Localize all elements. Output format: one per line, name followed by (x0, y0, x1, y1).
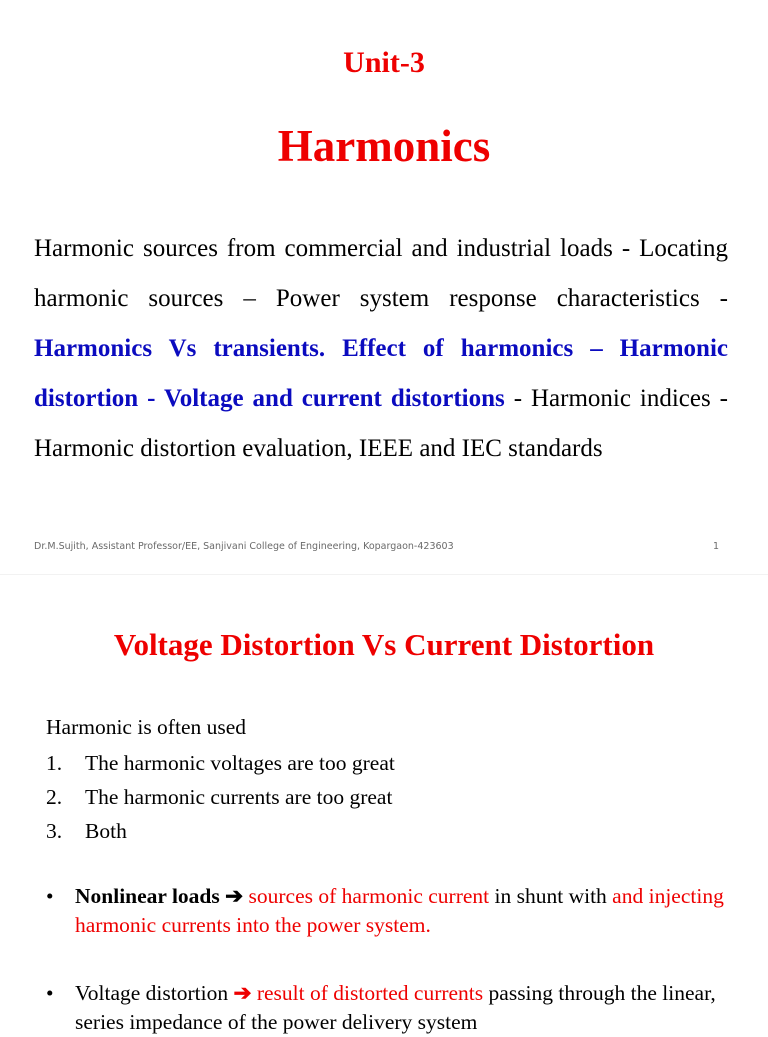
highlight-text: and injecting harmonic currents into the power system. (75, 884, 724, 937)
syllabus-text-highlight: Harmonics Vs transients. Effect of harmonics – Harmonic distortion - Voltage and current distortions (34, 335, 728, 412)
slide-title: Voltage Distortion Vs Current Distortion (113, 627, 655, 662)
syllabus-text-plain: Harmonic sources from commercial and industrial loads - Locating harmonic sources – Power system response characteristics - (34, 235, 728, 312)
list-item (46, 780, 395, 814)
plain-text: in shunt with (489, 884, 613, 908)
list-number: 3. (46, 819, 63, 843)
bullet-lead: Voltage distortion (75, 981, 234, 1005)
slide-footer: Dr.M.Sujith, Assistant Professor/EE, Sanjivani College of Engineering, Kopargaon-423603 (34, 541, 454, 552)
plain-text: passing through the linear, series impedance of the power delivery system (75, 981, 716, 1034)
bullet-dot-icon: • (46, 884, 54, 908)
list-number: 2. (46, 785, 63, 809)
arrow-right-icon: ➔ (225, 884, 244, 908)
arrow-right-icon: ➔ (233, 981, 252, 1005)
list-item (46, 814, 395, 848)
bullet-nonlinear-loads (46, 882, 726, 940)
list-text: The harmonic voltages are too great (85, 751, 395, 775)
bullet-text (75, 882, 726, 940)
list-text: Both (85, 819, 127, 843)
syllabus-paragraph (34, 224, 728, 474)
bullet-voltage-distortion (46, 979, 726, 1037)
syllabus-text-rest: - Harmonic indices - Harmonic distortion evaluation, IEEE and IEC standards (34, 385, 729, 462)
highlight-text: sources of harmonic current (248, 884, 490, 908)
intro-text: Harmonic is often used (46, 715, 247, 739)
slide-title: Harmonics (277, 121, 491, 171)
numbered-list (46, 746, 395, 848)
list-item (46, 746, 395, 780)
list-number: 1. (46, 751, 63, 775)
bullet-text (75, 979, 726, 1037)
bullet-lead: Nonlinear loads (75, 884, 220, 908)
slide-2 (0, 575, 768, 1034)
highlight-text: result of distorted currents (256, 981, 484, 1005)
page-number: 1 (713, 541, 720, 552)
unit-heading: Unit-3 (343, 46, 425, 79)
bullet-dot-icon: • (46, 981, 54, 1005)
list-text: The harmonic currents are too great (85, 785, 393, 809)
